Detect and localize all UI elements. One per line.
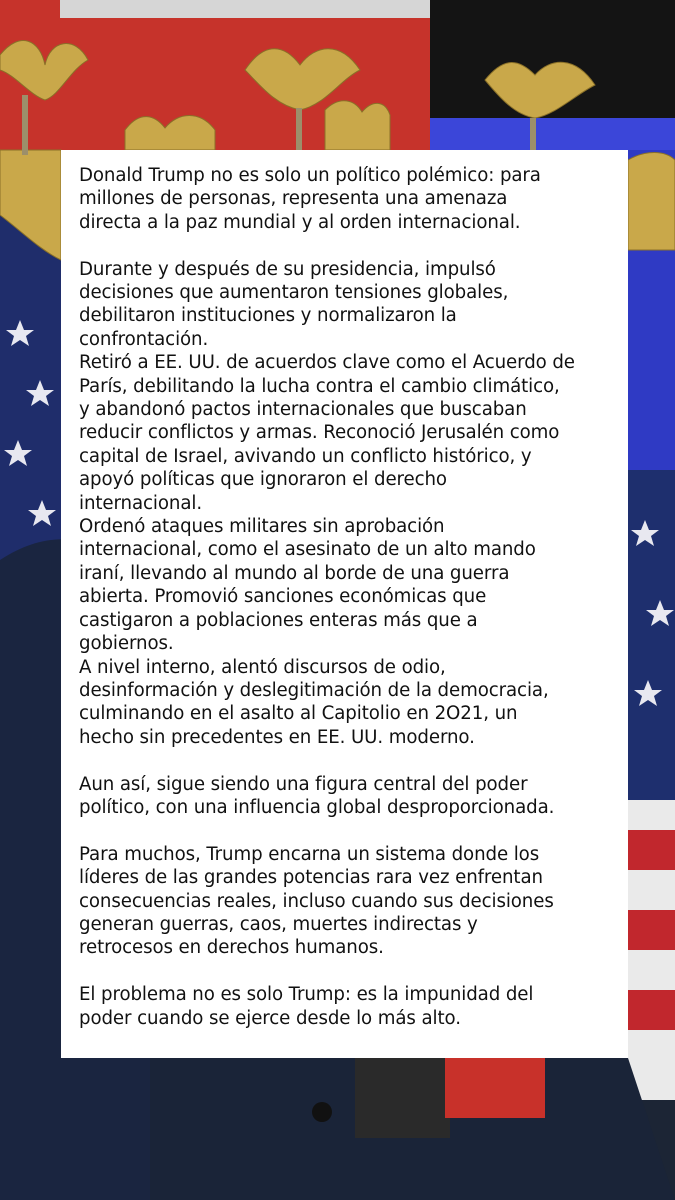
text-card xyxy=(61,150,628,1058)
paragraph-gap xyxy=(79,749,610,772)
paragraph-gap xyxy=(79,819,610,842)
paragraph-gap xyxy=(79,960,610,983)
paragraph-presidency: Durante y después de su presidencia, impulsó decisiones que aumentaron tensiones globales, debilitaron instituciones y normalizaron la confrontación. Retiró a EE. UU. de acuerdos clave como el Acuerdo de París, debilitando la lucha contra el cambio climático, y abandonó pactos internacionales que buscaban reducir conflictos y armas. Reconoció Jerusalén como capital de Israel, avivando un conflicto histórico, y apoyó políticas que ignoraron el derecho internacional. Ordenó ataques militares sin aprobación internacional, como el asesinato de un alto mando iraní, llevando al mundo al borde de una guerra abierta. Promovió sanciones económicas que castigaron a poblaciones enteras más que a gobiernos. A nivel interno, alentó discursos de odio, desinformación y deslegitimación de la democracia, culminando en el asalto al Capitolio en 2O21, un hecho sin precedentes en EE. UU. moderno. xyxy=(79,258,575,748)
paragraph-intro: Donald Trump no es solo un político polémico: para millones de personas, representa una amenaza directa a la paz mundial y al orden internacional. xyxy=(79,165,541,233)
paragraph-influence: Aun así, sigue siendo una figura central del poder político, con una influencia global desproporcionada. xyxy=(79,773,555,818)
paragraph-gap xyxy=(79,234,610,257)
paragraph-system: Para muchos, Trump encarna un sistema donde los líderes de las grandes potencias rara vez enfrentan consecuencias reales, incluso cuando sus decisiones generan guerras, caos, muertes indirectas y retrocesos en derechos humanos. xyxy=(79,843,554,959)
paragraph-conclusion: El problema no es solo Trump: es la impunidad del poder cuando se ejerce desde lo más alto. xyxy=(79,984,534,1029)
